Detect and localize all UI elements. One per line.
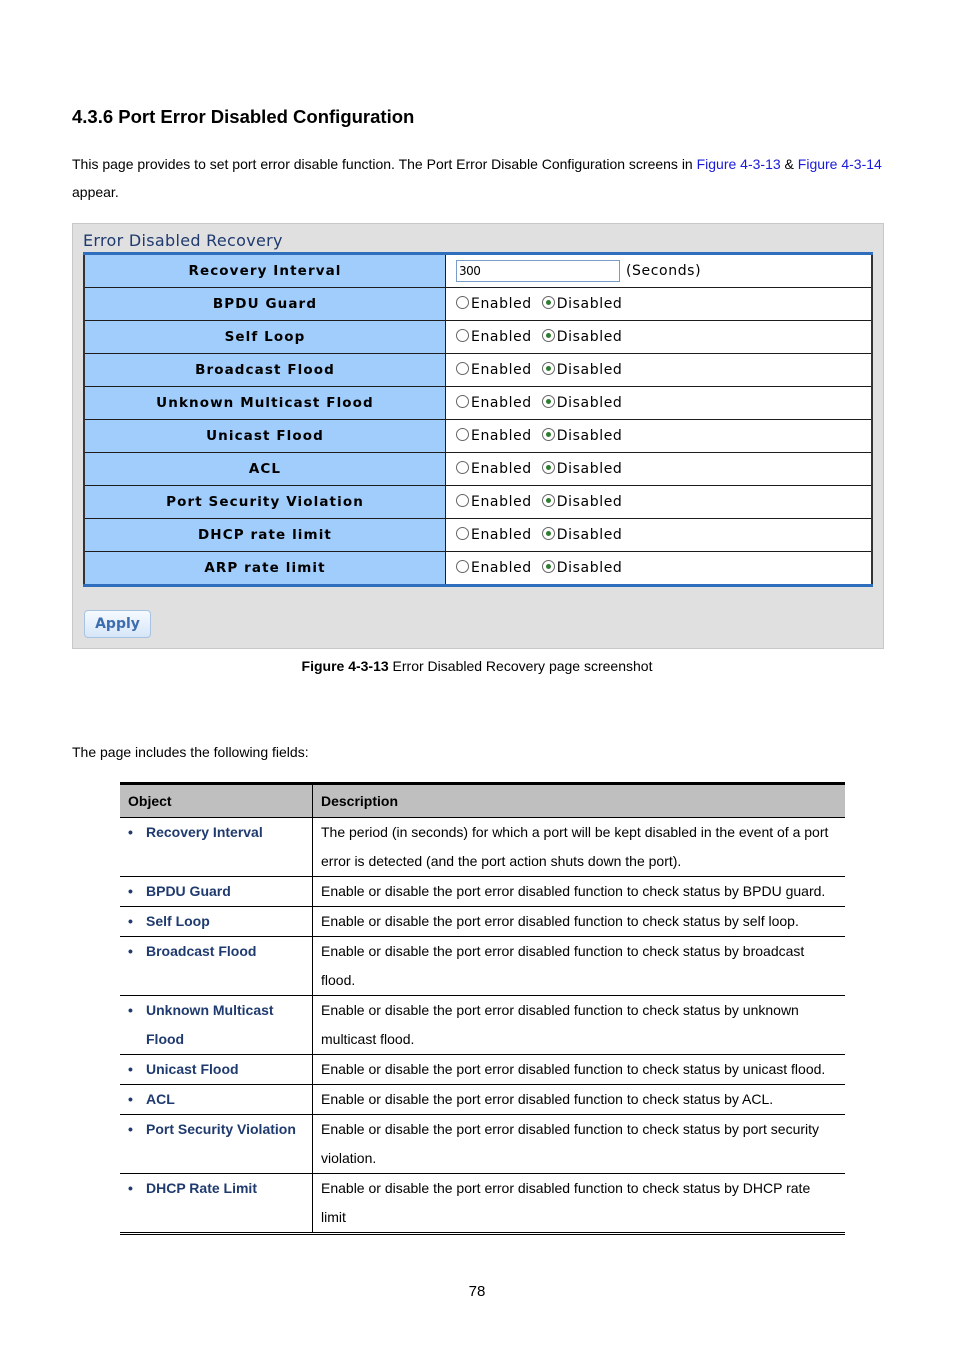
object-cell <box>120 907 313 937</box>
radio-disabled-option[interactable] <box>542 494 623 510</box>
object-cell <box>120 996 313 1055</box>
radio-disabled-option[interactable] <box>542 296 623 312</box>
radio-disabled-option[interactable] <box>542 329 623 345</box>
radio-disabled-option[interactable] <box>542 362 623 378</box>
radio-disabled-label: Disabled <box>556 461 623 477</box>
caption-text: Error Disabled Recovery page screenshot <box>388 658 653 674</box>
apply-button[interactable]: Apply <box>84 610 151 638</box>
radio-disabled-option[interactable] <box>542 461 623 477</box>
radio-enabled-label: Enabled <box>471 296 532 312</box>
radio-disabled-icon[interactable] <box>542 461 555 474</box>
config-value <box>446 453 873 486</box>
radio-enabled-icon[interactable] <box>456 329 469 342</box>
radio-disabled-icon[interactable] <box>542 329 555 342</box>
object-cell <box>120 937 313 996</box>
description-cell: Enable or disable the port error disabled function to check status by ACL. <box>313 1085 846 1115</box>
radio-enabled-option[interactable] <box>456 560 532 576</box>
bullet-icon: • <box>128 913 133 929</box>
section-heading: 4.3.6 Port Error Disabled Configuration <box>72 106 415 127</box>
radio-disabled-icon[interactable] <box>542 560 555 573</box>
radio-enabled-label: Enabled <box>471 560 532 576</box>
radio-enabled-icon[interactable] <box>456 395 469 408</box>
caption-figure-number: Figure 4-3-13 <box>301 658 389 674</box>
description-cell: The period (in seconds) for which a port will be kept disabled in the event of a port error is detected (and the port action shuts down the port). <box>313 818 846 877</box>
config-row <box>84 354 872 387</box>
config-value <box>446 254 873 288</box>
recovery-interval-input[interactable]: 300 <box>456 260 620 282</box>
radio-disabled-label: Disabled <box>556 329 623 345</box>
radio-disabled-icon[interactable] <box>542 494 555 507</box>
config-value <box>446 486 873 519</box>
header-object: Object <box>120 784 313 818</box>
screenshot-panel <box>72 223 884 649</box>
object-cell <box>120 1115 313 1174</box>
config-value <box>446 288 873 321</box>
object-name: Unknown Multicast Flood <box>146 1002 274 1047</box>
config-row <box>84 288 872 321</box>
table-row <box>120 1085 845 1115</box>
config-label: Unicast Flood <box>84 420 446 453</box>
radio-disabled-icon[interactable] <box>542 395 555 408</box>
config-label: Unknown Multicast Flood <box>84 387 446 420</box>
bullet-icon: • <box>128 1091 133 1107</box>
radio-enabled-icon[interactable] <box>456 362 469 375</box>
object-name: Recovery Interval <box>146 824 263 840</box>
radio-enabled-icon[interactable] <box>456 296 469 309</box>
object-name: Self Loop <box>146 913 210 929</box>
radio-enabled-icon[interactable] <box>456 428 469 441</box>
table-row <box>120 996 845 1055</box>
table-row <box>120 907 845 937</box>
config-row <box>84 486 872 519</box>
description-cell: Enable or disable the port error disabled function to check status by unicast flood. <box>313 1055 846 1085</box>
description-cell: Enable or disable the port error disabled function to check status by unknown multicast flood. <box>313 996 846 1055</box>
radio-enabled-option[interactable] <box>456 329 532 345</box>
object-cell <box>120 1055 313 1085</box>
object-name: ACL <box>146 1091 175 1107</box>
radio-enabled-label: Enabled <box>471 461 532 477</box>
config-label: ACL <box>84 453 446 486</box>
description-cell: Enable or disable the port error disabled function to check status by port security violation. <box>313 1115 846 1174</box>
radio-enabled-icon[interactable] <box>456 560 469 573</box>
radio-enabled-option[interactable] <box>456 461 532 477</box>
radio-enabled-option[interactable] <box>456 395 532 411</box>
config-row <box>84 519 872 552</box>
intro-amp: & <box>780 156 798 172</box>
unit-label: (Seconds) <box>626 263 702 279</box>
table-row <box>120 877 845 907</box>
radio-disabled-label: Disabled <box>556 428 623 444</box>
config-value <box>446 420 873 453</box>
config-table <box>83 252 873 587</box>
bullet-icon: • <box>128 1002 133 1018</box>
object-name: Unicast Flood <box>146 1061 239 1077</box>
fields-table <box>120 782 845 1235</box>
object-name: DHCP Rate Limit <box>146 1180 257 1196</box>
config-value <box>446 552 873 586</box>
config-label: BPDU Guard <box>84 288 446 321</box>
figure-link-2[interactable]: Figure 4-3-14 <box>797 156 882 172</box>
header-description: Description <box>313 784 846 818</box>
config-label: Broadcast Flood <box>84 354 446 387</box>
bullet-icon: • <box>128 883 133 899</box>
object-cell <box>120 818 313 877</box>
radio-disabled-option[interactable] <box>542 527 623 543</box>
page-number: 78 <box>468 1283 486 1300</box>
config-label: Recovery Interval <box>84 254 446 288</box>
config-row <box>84 321 872 354</box>
config-value <box>446 519 873 552</box>
radio-enabled-label: Enabled <box>471 329 532 345</box>
figure-caption <box>0 658 954 674</box>
figure-link-1[interactable]: Figure 4-3-13 <box>696 156 781 172</box>
radio-disabled-icon[interactable] <box>542 527 555 540</box>
object-name: BPDU Guard <box>146 883 231 899</box>
bullet-icon: • <box>128 824 133 840</box>
config-row-recovery-interval <box>84 254 872 288</box>
object-name: Port Security Violation <box>146 1121 296 1137</box>
radio-disabled-label: Disabled <box>556 494 623 510</box>
radio-disabled-option[interactable] <box>542 428 623 444</box>
description-cell: Enable or disable the port error disabled function to check status by DHCP rate limit <box>313 1174 846 1234</box>
config-value <box>446 387 873 420</box>
intro-tail: appear. <box>72 184 119 200</box>
config-label: Port Security Violation <box>84 486 446 519</box>
radio-enabled-label: Enabled <box>471 428 532 444</box>
config-row <box>84 552 872 586</box>
table-row <box>120 1055 845 1085</box>
table-header-row <box>120 784 845 818</box>
config-label: DHCP rate limit <box>84 519 446 552</box>
radio-enabled-option[interactable] <box>456 362 532 378</box>
radio-disabled-icon[interactable] <box>542 362 555 375</box>
radio-enabled-option[interactable] <box>456 296 532 312</box>
config-value <box>446 354 873 387</box>
radio-disabled-icon[interactable] <box>542 296 555 309</box>
panel-title: Error Disabled Recovery <box>83 231 283 250</box>
table-row <box>120 937 845 996</box>
radio-enabled-label: Enabled <box>471 494 532 510</box>
table-row <box>120 818 845 877</box>
radio-disabled-icon[interactable] <box>542 428 555 441</box>
description-cell: Enable or disable the port error disabled function to check status by self loop. <box>313 907 846 937</box>
object-cell <box>120 1085 313 1115</box>
description-cell: Enable or disable the port error disabled function to check status by BPDU guard. <box>313 877 846 907</box>
radio-enabled-icon[interactable] <box>456 494 469 507</box>
radio-enabled-label: Enabled <box>471 527 532 543</box>
config-value <box>446 321 873 354</box>
radio-disabled-label: Disabled <box>556 560 623 576</box>
config-row <box>84 453 872 486</box>
bullet-icon: • <box>128 1180 133 1196</box>
radio-enabled-label: Enabled <box>471 395 532 411</box>
fields-intro: The page includes the following fields: <box>72 744 309 760</box>
radio-disabled-option[interactable] <box>542 395 623 411</box>
intro-text: This page provides to set port error disable function. The Port Error Disable Configuration screens in <box>72 156 697 172</box>
object-cell <box>120 877 313 907</box>
bullet-icon: • <box>128 1121 133 1137</box>
radio-disabled-label: Disabled <box>556 527 623 543</box>
config-row <box>84 420 872 453</box>
config-label: ARP rate limit <box>84 552 446 586</box>
description-cell: Enable or disable the port error disabled function to check status by broadcast flood. <box>313 937 846 996</box>
intro-paragraph <box>72 150 882 206</box>
object-name: Broadcast Flood <box>146 943 257 959</box>
radio-disabled-option[interactable] <box>542 560 623 576</box>
radio-enabled-label: Enabled <box>471 362 532 378</box>
radio-enabled-option[interactable] <box>456 527 532 543</box>
object-cell <box>120 1174 313 1234</box>
config-label: Self Loop <box>84 321 446 354</box>
radio-enabled-option[interactable] <box>456 428 532 444</box>
radio-enabled-option[interactable] <box>456 494 532 510</box>
table-row <box>120 1174 845 1234</box>
radio-disabled-label: Disabled <box>556 362 623 378</box>
radio-enabled-icon[interactable] <box>456 527 469 540</box>
radio-disabled-label: Disabled <box>556 296 623 312</box>
config-row <box>84 387 872 420</box>
radio-enabled-icon[interactable] <box>456 461 469 474</box>
bullet-icon: • <box>128 943 133 959</box>
table-row <box>120 1115 845 1174</box>
radio-disabled-label: Disabled <box>556 395 623 411</box>
bullet-icon: • <box>128 1061 133 1077</box>
